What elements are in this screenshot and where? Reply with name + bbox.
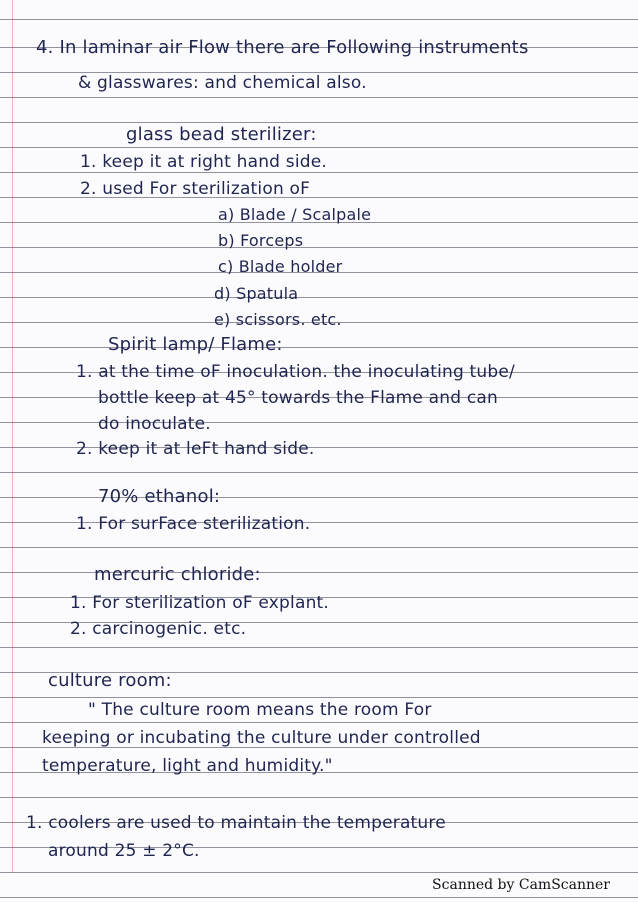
note-line-20: 2. carcinogenic. etc. bbox=[70, 619, 247, 639]
note-line-2: & glasswares: and chemical also. bbox=[78, 73, 367, 93]
margin-line bbox=[12, 0, 13, 873]
note-line-7: b) Forceps bbox=[218, 231, 304, 250]
note-line-13: bottle keep at 45° towards the Flame and can bbox=[98, 388, 498, 408]
heading-mercuric-chloride: mercuric chloride: bbox=[94, 564, 261, 585]
note-line-5: 2. used For sterilization oF bbox=[80, 179, 311, 199]
note-line-24: temperature, light and humidity." bbox=[42, 756, 333, 776]
note-line-9: d) Spatula bbox=[214, 284, 299, 303]
note-line-23: keeping or incubating the culture under controlled bbox=[42, 728, 481, 748]
note-line-25: 1. coolers are used to maintain the temperature bbox=[26, 813, 446, 833]
note-line-26: around 25 ± 2°C. bbox=[48, 841, 200, 861]
note-line-22: " The culture room means the room For bbox=[88, 700, 432, 720]
note-line-19: 1. For sterilization oF explant. bbox=[70, 593, 330, 613]
note-line-17: 1. For surFace sterilization. bbox=[76, 514, 311, 534]
note-line-4: 1. keep it at right hand side. bbox=[80, 152, 327, 172]
note-line-1: 4. In laminar air Flow there are Following instruments bbox=[36, 37, 529, 58]
heading-ethanol: 70% ethanol: bbox=[98, 486, 221, 507]
scanner-watermark: Scanned by CamScanner bbox=[432, 877, 610, 893]
note-line-14: do inoculate. bbox=[98, 414, 211, 434]
heading-spirit-lamp: Spirit lamp/ Flame: bbox=[108, 334, 283, 355]
note-line-6: a) Blade / Scalpale bbox=[218, 205, 372, 224]
note-line-15: 2. keep it at leFt hand side. bbox=[76, 439, 315, 459]
note-line-8: c) Blade holder bbox=[218, 257, 343, 276]
note-line-10: e) scissors. etc. bbox=[214, 310, 342, 329]
heading-glass-bead-sterilizer: glass bead sterilizer: bbox=[126, 124, 317, 145]
note-line-12: 1. at the time oF inoculation. the inoculating tube/ bbox=[76, 362, 515, 382]
heading-culture-room: culture room: bbox=[48, 670, 172, 691]
